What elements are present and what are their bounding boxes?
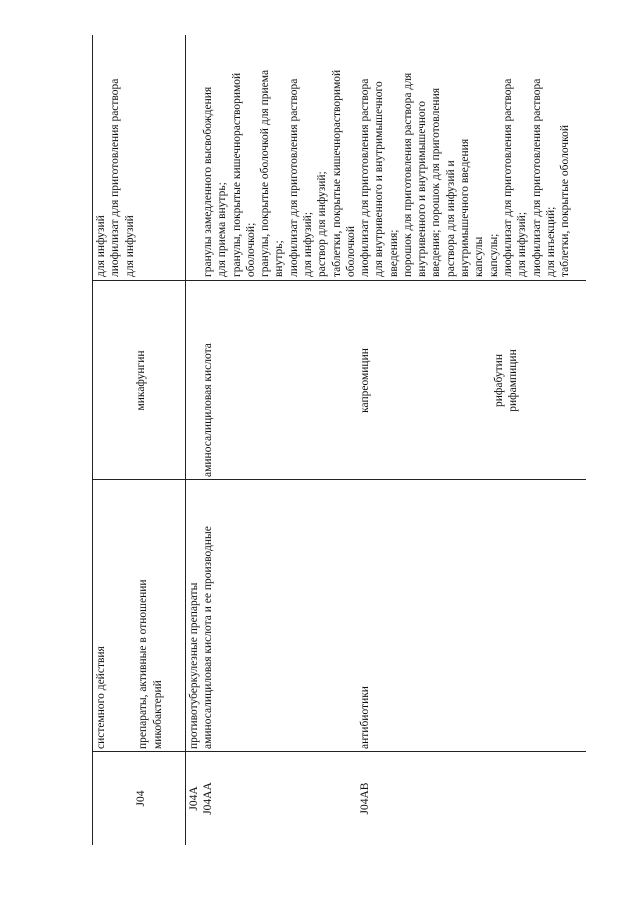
j04ab-drug-main: капреомицин xyxy=(359,348,371,413)
table-top-border xyxy=(92,35,93,845)
group-line xyxy=(108,579,122,749)
form-line: для инфузий xyxy=(123,215,136,277)
group-line: препараты, активные в отношении xyxy=(137,579,150,749)
j04-code: J04 xyxy=(135,790,147,807)
drug-name: рифабутин xyxy=(493,354,505,407)
j04a-forms xyxy=(201,70,358,277)
atc-code: J04A xyxy=(188,786,200,811)
form-line: таблетки, покрытые оболочкой xyxy=(559,125,572,277)
form-line: лиофилизат для приготовления раствора xyxy=(109,78,122,277)
form-line: порошок для приготовления раствора для xyxy=(401,72,414,277)
form-line: для инфузий; xyxy=(516,211,529,277)
group-line: противотуберкулезные препараты xyxy=(188,582,200,749)
j04-group-name xyxy=(94,579,165,749)
drug-name: рифампицин xyxy=(507,349,520,412)
form-line: гранулы замедленного высвобождения xyxy=(202,86,214,277)
form-line: для инфузий; xyxy=(302,211,315,277)
j04ab-forms xyxy=(358,73,572,277)
form-line: введения; xyxy=(387,229,400,277)
form-line: для инфузий xyxy=(95,215,107,277)
form-line: для внутривенного и внутримышечного xyxy=(373,81,386,277)
form-line: оболочкой xyxy=(344,225,357,277)
group-line: микобактерий xyxy=(151,680,164,749)
col-divider-1 xyxy=(92,751,586,752)
form-line: внутривенного и внутримышечного xyxy=(416,101,429,277)
group-line: системного действия xyxy=(95,646,107,749)
form-line: гранулы, покрытые кишечнорастворимой xyxy=(230,72,243,277)
j04ab-group-name: антибиотики xyxy=(359,686,371,749)
j04ab-code: J04AB xyxy=(359,782,371,815)
form-line: лиофилизат для приготовления раствора xyxy=(501,78,514,277)
j04a-drug: аминосалициловая кислота xyxy=(202,343,214,477)
form-line: гранулы, покрытые оболочкой для приема xyxy=(259,69,272,277)
form-line: капсулы xyxy=(473,236,486,277)
atc-code: J04AA xyxy=(202,782,215,815)
row-divider xyxy=(185,35,186,845)
form-line: оболочкой; xyxy=(244,222,257,277)
rotated-table-page xyxy=(92,35,586,845)
form-line: внутрь; xyxy=(273,240,286,277)
form-line: лиофилизат для приготовления раствора xyxy=(530,78,543,277)
j04-drug: микафунгин xyxy=(135,350,147,411)
form-line: введения; порошок для приготовления xyxy=(430,87,443,277)
form-line: для инъекций; xyxy=(544,206,557,277)
group-line: аминосалициловая кислота и ее производные xyxy=(202,526,215,749)
form-line: раствора для инфузий и xyxy=(444,160,457,277)
form-line: внутримышечного введения xyxy=(459,138,472,277)
group-line xyxy=(122,579,136,749)
top-row-forms xyxy=(94,79,137,277)
j04ab-drugs-more xyxy=(492,281,521,480)
form-line: для приема внутрь; xyxy=(216,182,229,277)
form-line: раствор для инфузий; xyxy=(316,171,329,277)
form-line: лиофилизат для приготовления раствора xyxy=(359,78,371,277)
form-line: капсулы; xyxy=(487,233,500,277)
form-line: лиофилизат для приготовления раствора xyxy=(287,78,300,277)
j04a-codes xyxy=(187,752,216,845)
j04a-group-name xyxy=(187,526,216,749)
form-line: таблетки, покрытые кишечнорастворимой xyxy=(330,69,343,277)
